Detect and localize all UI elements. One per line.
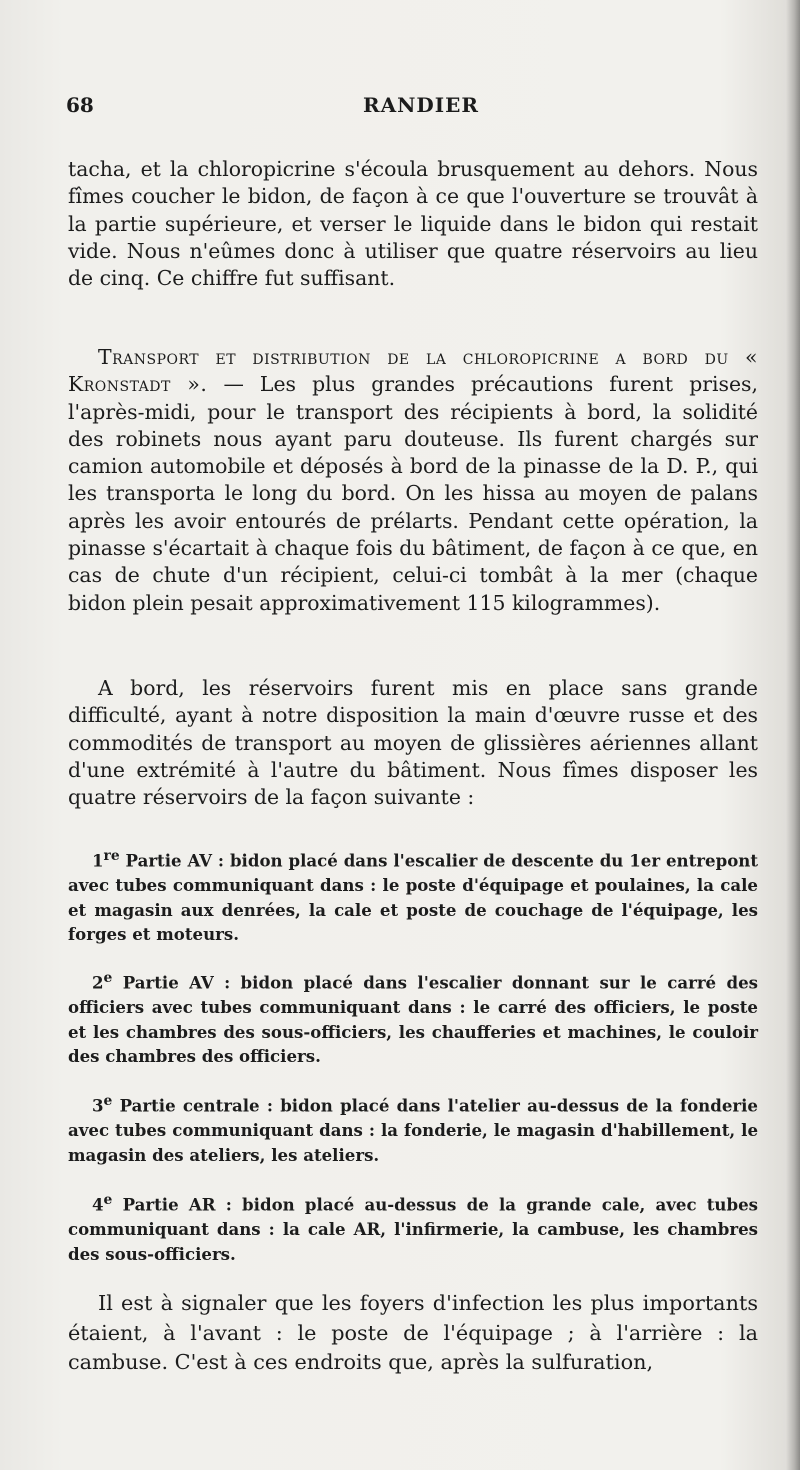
- list-item-text: Partie AR : bidon placé au-dessus de la grande cale, avec tubes communiquant dans : la cale AR, l'infirmerie, la cambuse, les chambres des sous-officiers.: [68, 1194, 758, 1264]
- page-number: 68: [66, 93, 94, 117]
- page-header: [66, 93, 756, 123]
- list-item: [68, 1188, 758, 1266]
- list-item: [68, 1089, 758, 1167]
- list-item: [68, 844, 758, 947]
- list-ordinal-suffix: e: [103, 1192, 113, 1208]
- list-ordinal: 2: [92, 972, 104, 993]
- list-ordinal: 1: [92, 850, 104, 871]
- paragraph-transport: [68, 344, 758, 617]
- list-item-text: Partie AV : bidon placé dans l'escalier de descente du 1er entrepont avec tubes communiquant dans : le poste d'équipage et poulaines, la cale et magasin aux denrées, la cale et poste de couchage de l'équipage, les forges et moteurs.: [68, 850, 758, 945]
- list-ordinal: 3: [92, 1095, 104, 1116]
- list-ordinal-suffix: re: [103, 848, 120, 864]
- page-edge-shadow: [786, 0, 800, 1470]
- paragraph-infection: Il est à signaler que les foyers d'infection les plus importants étaient, à l'avant : le poste de l'équipage ; à l'arrière : la cambuse. C'est à ces endroits que, après la sulfuration,: [68, 1291, 758, 1374]
- list-ordinal: 4: [92, 1194, 104, 1215]
- list-ordinal-suffix: e: [103, 1093, 113, 1109]
- list-item-text: Partie AV : bidon placé dans l'escalier donnant sur le carré des officiers avec tubes communiquant dans : le carré des officiers, le poste et les chambres des sous-officiers, les chaufferies et machines, le couloir des chambres des officiers.: [68, 972, 758, 1067]
- paragraph-transport-body: — Les plus grandes précautions furent prises, l'après-midi, pour le transport des récipients à bord, la solidité des robinets nous ayant paru douteuse. Ils furent chargés sur camion automobile et déposés à bord de la pinasse de la D. P., qui les transporta le long du bord. On les hissa au moyen de palans après les avoir entourés de prélarts. Pendant cette opération, la pinasse s'écartait à chaque fois du bâtiment, de façon à ce que, en cas de chute d'un récipient, celui-ci tombât à la mer (chaque bidon plein pesait approximativement 115 kilogrammes).: [68, 372, 758, 615]
- section-heading: Transport et distribution de la chloropicrine a bord du « Kronstadt ».: [68, 345, 758, 397]
- paragraph-continuation: tacha, et la chloropicrine s'écoula brusquement au dehors. Nous fîmes coucher le bidon, de façon à ce que l'ouverture se trouvât à la partie supérieure, et verser le liquide dans le bidon qui restait vide. Nous n'eûmes donc à utiliser que quatre réservoirs au lieu de cinq. Ce chiffre fut suffisant.: [68, 157, 758, 291]
- running-title: RANDIER: [363, 93, 479, 117]
- list-item: [68, 966, 758, 1069]
- paragraph-installation: A bord, les réservoirs furent mis en place sans grande difficulté, ayant à notre disposition la main d'œuvre russe et des commodités de transport au moyen de glissières aériennes allant d'une extrémité à l'autre du bâtiment. Nous fîmes disposer les quatre réservoirs de la façon suivante :: [68, 676, 758, 810]
- list-ordinal-suffix: e: [103, 970, 113, 986]
- list-item-text: Partie centrale : bidon placé dans l'atelier au-dessus de la fonderie avec tubes communiquant dans : la fonderie, le magasin d'habillement, le magasin des ateliers, les ateliers.: [68, 1095, 758, 1165]
